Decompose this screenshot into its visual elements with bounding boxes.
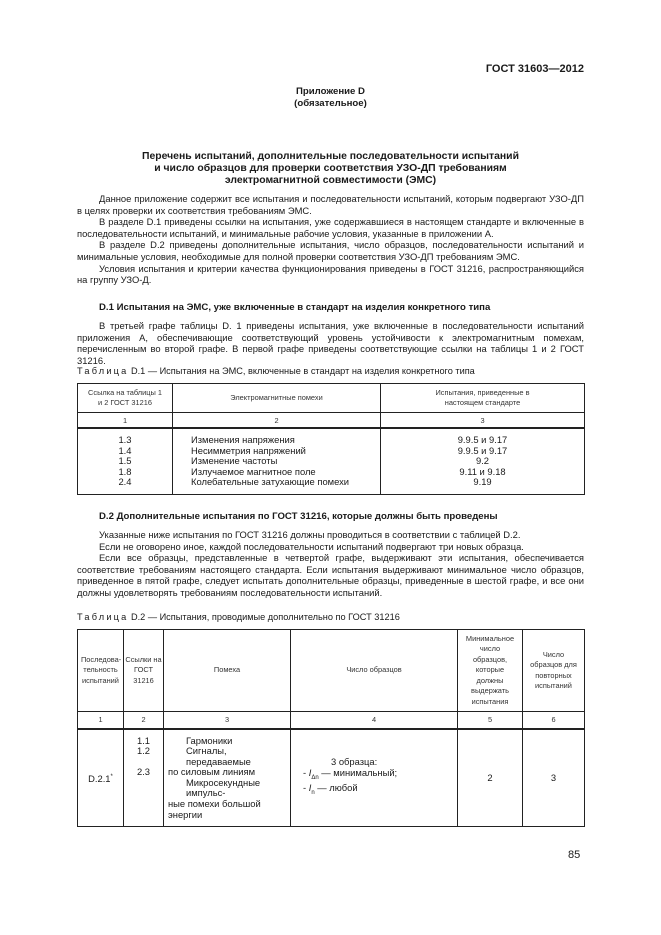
cell: 9.9.5 и 9.17 — [457, 444, 508, 456]
cell: 1.1 — [136, 734, 151, 746]
paragraph: Данное приложение содержит все испытания и последовательности испытаний, которым подвергают УЗО-ДП в целях проверки их соответствия требованиям ЭМС. — [77, 193, 584, 216]
table-row — [78, 729, 585, 827]
table1-caption — [77, 366, 475, 376]
column-number: 4 — [291, 712, 458, 729]
cell: Изменение частоты — [191, 455, 278, 467]
column-number: 1 — [78, 413, 173, 429]
cell: ные помехи большой энергии — [168, 798, 261, 820]
cell: 1.3 — [118, 434, 132, 445]
title-line: электромагнитной совместимости (ЭМС) — [224, 175, 437, 187]
cell: 9.2 — [475, 455, 490, 467]
column-header: Испытания, приведенные в настоящем стандарте — [381, 384, 585, 413]
text: — минимальный; — [318, 766, 398, 778]
standard-number: ГОСТ 31603—2012 — [485, 63, 584, 75]
sample-item: - $I_n$ — любой — [303, 782, 358, 797]
table-d2 — [77, 629, 585, 827]
cell: Изменения напряжения — [191, 434, 295, 445]
column-number: 3 — [164, 712, 291, 729]
table-d1 — [77, 383, 585, 495]
table-row — [78, 428, 585, 494]
column-header: Ссылка на таблицы 1 и 2 ГОСТ 31216 — [78, 384, 173, 413]
cell: 9.19 — [473, 476, 492, 488]
page-number: 85 — [568, 849, 581, 861]
symbol: I — [308, 766, 312, 778]
column-number: 2 — [124, 712, 164, 729]
paragraph: В разделе D.1 приведены ссылки на испытания, уже содержавшиеся в настоящем стандарте и включенные в последовательности испытаний, и минимальные рабочие условия, указанные в приложении А. — [77, 216, 584, 239]
column-number: 2 — [173, 413, 381, 429]
title-line: и число образцов для проверки соответствия УЗО-ДП требованиям — [154, 163, 507, 175]
column-header: Последова-тельность испытаний — [78, 630, 124, 712]
section-d1-heading: D.1 Испытания на ЭМС, уже включенные в стандарт на изделия конкретного типа — [99, 302, 491, 313]
column-header: Минимальное число образцов, которые должны выдержать испытания — [458, 630, 523, 712]
paragraph: В третьей графе таблицы D. 1 приведены испытания, уже включенные в последовательности испытаний приложения А, обеспечивающие соответствующий уровень устойчивости к электромагнитным помехам, перечисленным во второй графе. В первой графе приведены соответствующие ссылки на таблицы 1 и 2 ГОСТ 31216. — [77, 320, 584, 366]
cell: 1.2 — [136, 745, 151, 757]
table2-caption — [77, 612, 400, 622]
cell: 9.11 и 9.18 — [459, 465, 506, 477]
sequence-id: D.2.1 — [88, 772, 111, 784]
paragraph: Если все образцы, представленные в четвертой графе, выдерживают эти испытания, обеспечивается соответствие требованиям настоящего стандарта. Если испытания выдерживают минимальное число образцов, приведенное в пятой графе, следует испытать дополнительные образцы, приведенные в шестой графе, и все они должны удовлетворять требованиям последовательности испытаний. — [77, 552, 584, 598]
footnote-mark: * — [110, 773, 113, 780]
intro-text — [77, 193, 584, 286]
section-d2-heading: D.2 Дополнительные испытания по ГОСТ 31216, которые должны быть проведены — [99, 511, 498, 522]
page-title — [77, 151, 584, 188]
cell: по силовым линиям — [168, 766, 256, 778]
cell: 1.4 — [118, 444, 132, 456]
column-number: 3 — [381, 413, 585, 429]
title-line: Перечень испытаний, дополнительные последовательности испытаний — [142, 151, 519, 162]
symbol: I — [308, 782, 312, 794]
caption-label: Таблица — [77, 366, 129, 376]
column-number: 5 — [458, 712, 523, 729]
subscript: n — [311, 790, 315, 797]
cell: 3 — [523, 729, 585, 827]
appendix-heading — [77, 86, 584, 110]
paragraph: В разделе D.2 приведены дополнительные испытания, число образцов, последовательности испытаний и минимальные условия, необходимые для полной проверки соответствия УЗО-ДП требованиям ЭМС. — [77, 239, 584, 262]
text: — любой — [314, 782, 358, 794]
paragraph: Если не оговорено иное, каждой последовательности испытаний подвергают три новых образца. — [99, 540, 524, 552]
cell: Сигналы, передаваемые — [186, 745, 251, 767]
column-header: Электромагнитные помехи — [173, 384, 381, 413]
appendix-status: (обязательное) — [294, 98, 367, 109]
column-header: Число образцов — [291, 630, 458, 712]
cell: 1.8 — [118, 465, 132, 477]
appendix-title: Приложение D — [296, 86, 365, 97]
cell: 3 образца: — [331, 756, 378, 768]
subscript: Δn — [311, 774, 319, 781]
paragraph: Указанные ниже испытания по ГОСТ 31216 должны проводиться в соответствии с таблицей D.2. — [99, 529, 521, 540]
section-d2-text — [77, 529, 584, 599]
section-d1-text — [77, 320, 584, 366]
cell: 2.4 — [118, 476, 132, 488]
cell: 2.3 — [136, 766, 151, 778]
cell: Несимметрия напряжений — [191, 444, 306, 456]
cell: 2 — [458, 729, 523, 827]
cell: Излучаемое магнитное поле — [191, 465, 316, 477]
caption-label: Таблица — [77, 612, 129, 622]
column-header: Число образцов для повторных испытаний — [523, 630, 585, 712]
cell: Микросекундные импульс- — [186, 776, 261, 799]
sample-item: - $I_{\Delta n}$ — минимальный; — [303, 766, 398, 781]
caption-text: D.1 — Испытания на ЭМС, включенные в стандарт на изделия конкретного типа — [128, 366, 475, 376]
caption-text: D.2 — Испытания, проводимые дополнительно по ГОСТ 31216 — [128, 612, 400, 622]
cell: Колебательные затухающие помехи — [191, 476, 350, 488]
cell: 1.5 — [118, 455, 132, 467]
column-header: Помеха — [164, 630, 291, 712]
cell: Гармоники — [186, 734, 233, 746]
paragraph: Условия испытания и критерии качества функционирования приведены в ГОСТ 31216, распространяющийся на группу УЗО-Д. — [77, 262, 584, 286]
column-header: Ссылки на ГОСТ 31216 — [124, 630, 164, 712]
column-number: 1 — [78, 712, 124, 729]
column-number: 6 — [523, 712, 585, 729]
cell: 9.9.5 и 9.17 — [457, 434, 508, 445]
